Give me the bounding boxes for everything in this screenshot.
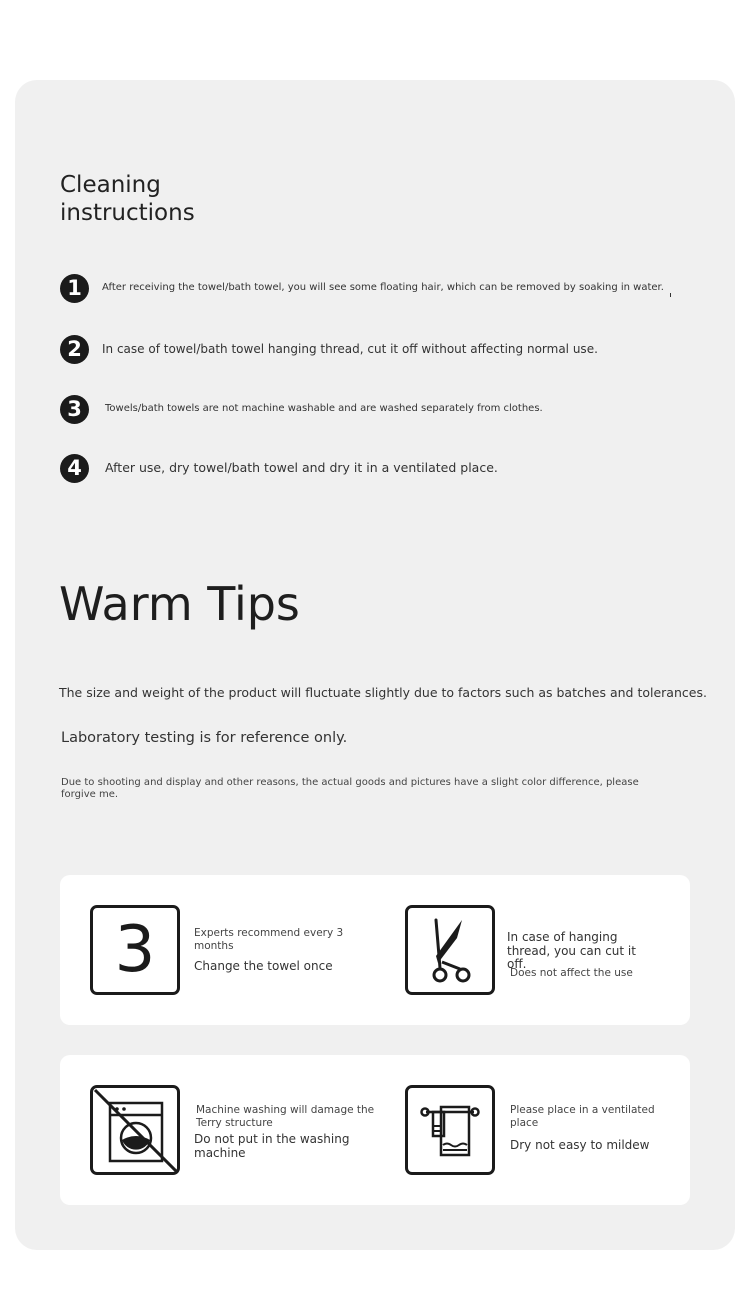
tips-card-1 <box>60 875 690 1025</box>
warm-tips-title: Warm Tips <box>59 577 300 631</box>
instruction-2: In case of towel/bath towel hanging thread, cut it off without affecting normal use. <box>102 342 598 356</box>
tip-laboratory: Laboratory testing is for reference only. <box>61 730 348 746</box>
machine-wash-warning-label: Machine washing will damage the Terry structure <box>196 1104 375 1129</box>
tips-card-2 <box>60 1055 690 1205</box>
replace-advice-label: Experts recommend every 3 months <box>194 927 344 952</box>
instruction-1: After receiving the towel/bath towel, you will see some floating hair, which can be removed by soaking in water. <box>102 282 664 293</box>
instruction-3: Towels/bath towels are not machine washable and are washed separately from clothes. <box>105 403 543 414</box>
stray-mark <box>670 293 671 297</box>
hanging-towel-icon <box>405 1085 495 1175</box>
number-three-icon: 3 <box>90 905 180 995</box>
step-number-4: 4 <box>60 454 89 483</box>
cleaning-title: Cleaning instructions <box>60 172 195 226</box>
ventilation-detail: Dry not easy to mildew <box>510 1138 650 1152</box>
hanging-thread-label: In case of hanging thread, you can cut it off. <box>507 930 636 971</box>
no-washing-machine-icon <box>90 1085 180 1175</box>
replace-advice-detail: Change the towel once <box>194 959 333 973</box>
ventilation-label: Please place in a ventilated place <box>510 1104 655 1129</box>
hanging-thread-detail: Does not affect the use <box>510 967 633 979</box>
step-number-3: 3 <box>60 395 89 424</box>
step-number-1: 1 <box>60 274 89 303</box>
tip-color-difference: Due to shooting and display and other reasons, the actual goods and pictures have a slight color difference, please forgive me. <box>61 777 639 800</box>
tip-size-weight: The size and weight of the product will fluctuate slightly due to factors such as batches and tolerances. <box>59 685 707 700</box>
scissors-icon <box>405 905 495 995</box>
machine-wash-warning-detail: Do not put in the washing machine <box>194 1132 350 1160</box>
step-number-2: 2 <box>60 335 89 364</box>
instruction-4: After use, dry towel/bath towel and dry it in a ventilated place. <box>105 460 498 475</box>
